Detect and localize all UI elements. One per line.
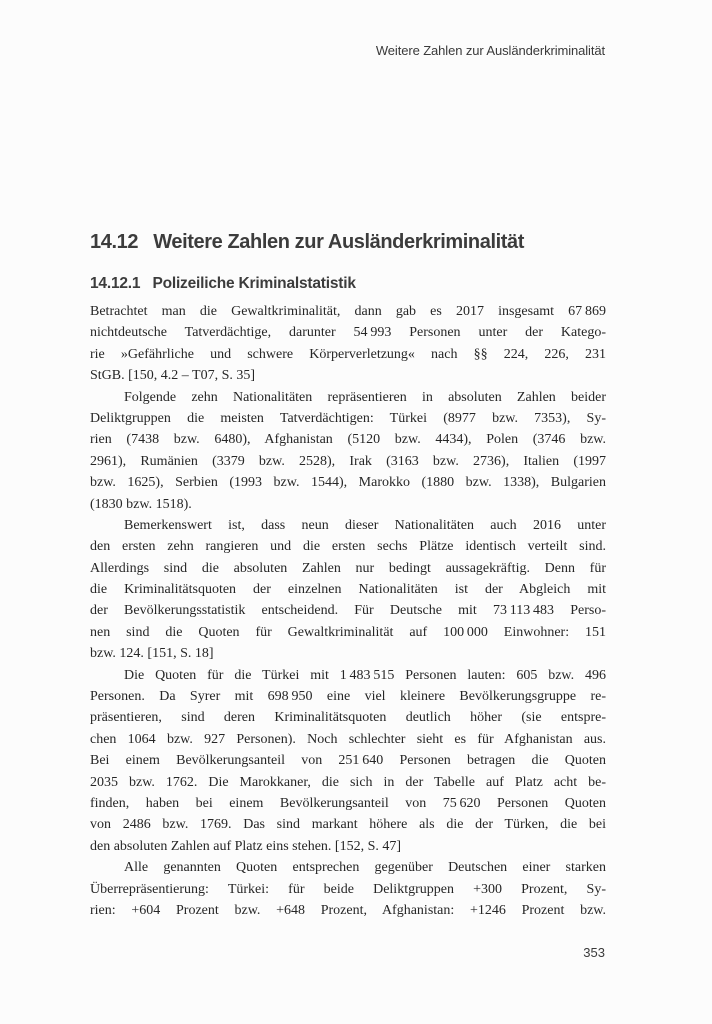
subsection-heading (90, 274, 606, 294)
text-line: von 2486 bzw. 1769. Das sind markant höhere als die der Türken, die bei (90, 817, 606, 833)
text-line: bzw. 124. [151, S. 18] (90, 646, 214, 662)
text-line: rien: +604 Prozent bzw. +648 Prozent, Afghanistan: +1246 Prozent bzw. (90, 902, 606, 918)
text-line: Deliktgruppen die meisten Tatverdächtigen: Türkei (8977 bzw. 7353), Sy- (90, 410, 606, 426)
text-line: rien (7438 bzw. 6480), Afghanistan (5120 bzw. 4434), Polen (3746 bzw. (90, 432, 606, 448)
text-line: den absoluten Zahlen auf Platz eins stehen. [152, S. 47] (90, 838, 402, 854)
text-line: Allerdings sind die absoluten Zahlen nur bedingt aussagekräftig. Denn für (90, 560, 606, 576)
text-line: nen sind die Quoten für Gewaltkriminalität auf 100 000 Einwohner: 151 (90, 624, 606, 640)
section-title: Weitere Zahlen zur Ausländerkriminalität (153, 231, 525, 253)
text-line: Folgende zehn Nationalitäten repräsentieren in absoluten Zahlen beider (124, 389, 606, 405)
text-line: nichtdeutsche Tatverdächtige, darunter 54 993 Personen unter der Katego- (90, 325, 606, 341)
text-line: Betrachtet man die Gewaltkriminalität, dann gab es 2017 insgesamt 67 869 (90, 304, 606, 319)
text-line: den ersten zehn rangieren und die ersten sechs Plätze identisch verteilt sind. (90, 539, 606, 555)
text-line: rie »Gefährliche und schwere Körperverletzung« nach §§ 224, 226, 231 (90, 346, 606, 362)
text-line: chen 1064 bzw. 927 Personen). Noch schlechter sieht es für Afghanistan aus. (90, 731, 606, 747)
text-line: präsentieren, sind deren Kriminalitätsquoten deutlich höher (sie entspre- (90, 710, 606, 726)
text-line: die Kriminalitätsquoten der einzelnen Nationalitäten ist der Abgleich mit (90, 582, 606, 598)
text-line: (1830 bzw. 1518). (90, 496, 192, 512)
text-line: StGB. [150, 4.2 – T07, S. 35] (90, 368, 256, 384)
text-line: Alle genannten Quoten entsprechen gegenüber Deutschen einer starken (124, 860, 606, 876)
section-number: 14.12 (90, 231, 139, 253)
content-area (90, 229, 606, 921)
text-line: Überrepräsentierung: Türkei: für beide Deliktgruppen +300 Prozent, Sy- (90, 881, 606, 897)
text-line: Bei einem Bevölkerungsanteil von 251 640 Personen betragen die Quoten (90, 753, 606, 769)
text-line: der Bevölkerungsstatistik entscheidend. Für Deutsche mit 73 113 483 Perso- (90, 603, 606, 619)
subsection-number: 14.12.1 (90, 275, 141, 292)
text-line: finden, haben bei einem Bevölkerungsanteil von 75 620 Personen Quoten (90, 795, 606, 811)
text-line: 2035 bzw. 1762. Die Marokkaner, die sich in der Tabelle auf Platz acht be- (90, 774, 606, 790)
text-line: Personen. Da Syrer mit 698 950 eine viel kleinere Bevölkerungsgruppe re- (90, 689, 606, 705)
text-line: Die Quoten für die Türkei mit 1 483 515 Personen lauten: 605 bzw. 496 (124, 667, 606, 683)
subsection-title: Polizeiliche Kriminalstatistik (152, 275, 356, 292)
text-line: bzw. 1625), Serbien (1993 bzw. 1544), Marokko (1880 bzw. 1338), Bulgarien (90, 475, 606, 491)
body-text (90, 301, 606, 921)
text-line: 2961), Rumänien (3379 bzw. 2528), Irak (3163 bzw. 2736), Italien (1997 (90, 453, 606, 469)
section-heading (90, 229, 606, 255)
page-number: 353 (583, 945, 605, 960)
text-line: Bemerkenswert ist, dass neun dieser Nationalitäten auch 2016 unter (124, 517, 606, 533)
running-header: Weitere Zahlen zur Ausländerkriminalität (375, 43, 605, 58)
